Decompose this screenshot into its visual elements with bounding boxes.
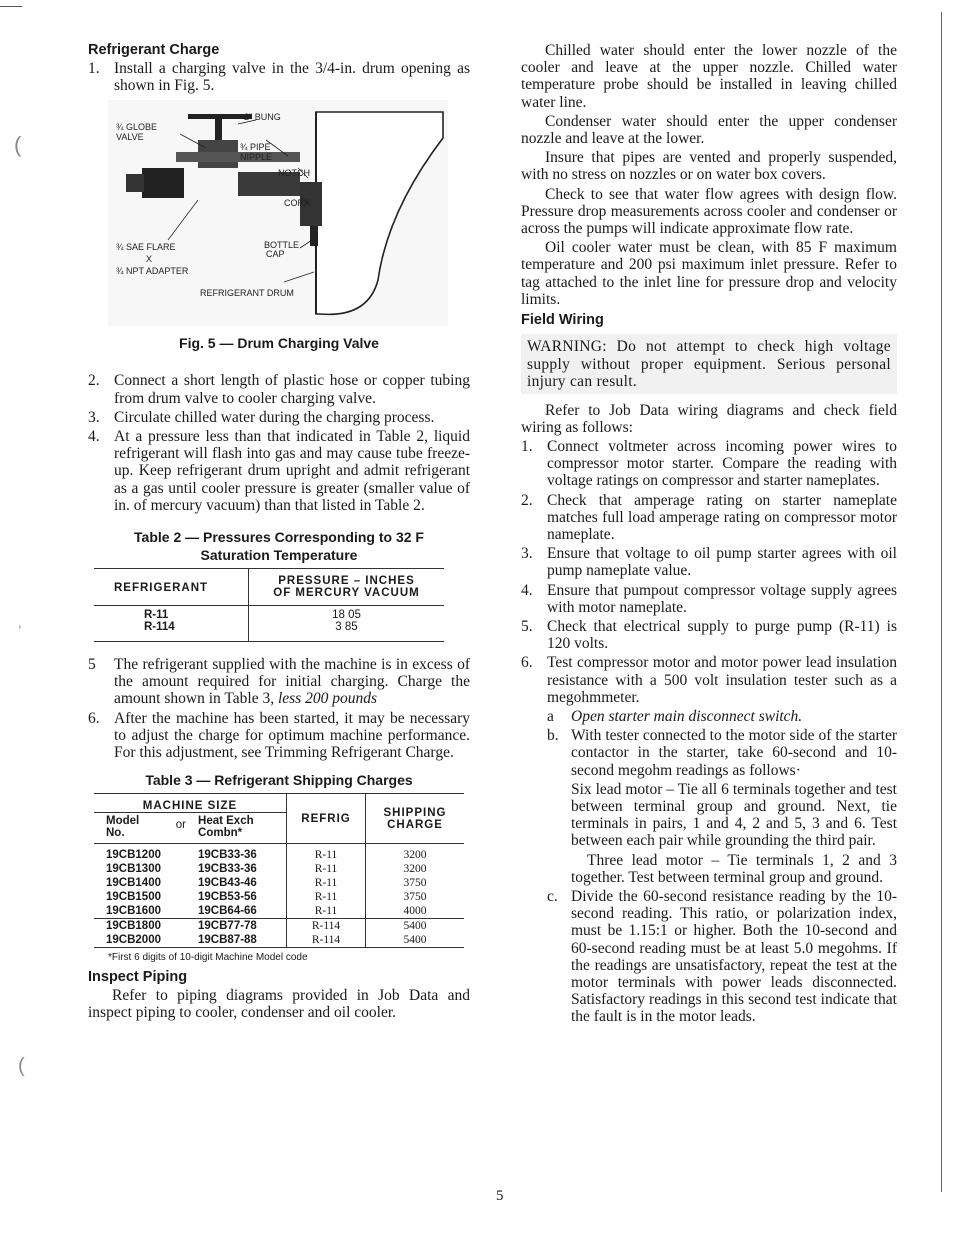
list-text: Divide the 60-second resistance reading by the 10-second reading. This ratio, or polarization index, must be 1.15:1 or higher. Both the 10-second and 60-second reading must be at least 5.0 megohms. If the readings are unsatisfactory, repeat the test at the motor terminals with power leads disconnected. Satisfactory readings in this second test indicate that the fault is in the motor leads. [571, 888, 897, 1026]
label-refrigerant-drum: REFRIGERANT DRUM [200, 288, 294, 299]
list-number: c. [547, 888, 558, 906]
label-bottle-cap: BOTTLE [264, 240, 300, 251]
table-cell: 3200 [366, 862, 465, 876]
table-cell: R-114 [144, 621, 175, 634]
list-number: 1. [88, 60, 100, 77]
list-text: At a pressure less than that indicated in Table 2, liquid refrigerant will flash into gas and may cause tube freeze-up. Keep refrigerant drum upright and admit refrigerant as a gas until cooler pressure is greater (smaller value of in. of mercury vacuum) than that listed in Table 2. [114, 428, 470, 514]
sub-list-item [547, 708, 897, 725]
table-cell: R-114 [287, 933, 366, 948]
table-cell: 19CB2000 [106, 934, 161, 947]
table-cell: 19CB77-78 [190, 919, 286, 934]
step5-emphasis: less 200 pounds [277, 690, 377, 708]
table-cell: 5400 [366, 933, 465, 948]
table3-body [94, 844, 464, 948]
table2-title-line: Saturation Temperature [200, 547, 358, 564]
list-item [521, 654, 897, 706]
list-item [88, 428, 470, 514]
table-header-cell [366, 794, 465, 844]
table-cell: R-11 [287, 904, 366, 919]
table-row [94, 844, 464, 863]
label-notch: NOTCH [278, 168, 310, 179]
header-line: Heat Exch [198, 815, 254, 828]
table-cell: R-114 [287, 919, 366, 934]
header-line: Model [106, 815, 140, 828]
table-cell: 5400 [366, 919, 465, 934]
table-row [94, 904, 464, 919]
right-column [521, 42, 897, 1028]
list-text: Check that electrical supply to purge pump (R-11) is 120 volts. [547, 617, 897, 653]
table-cell: 4000 [366, 904, 465, 919]
table-header-group: MACHINE SIZE [94, 794, 287, 813]
table2-pressures [94, 568, 444, 642]
header-line: SHIPPING [383, 806, 447, 819]
section-heading-field-wiring: Field Wiring [521, 312, 604, 329]
table-cell: 3 85 [249, 621, 445, 642]
label-bung: 2" BUNG [244, 112, 281, 123]
table-cell: 19CB1300 [106, 863, 161, 876]
table-cell: 3750 [366, 890, 465, 904]
list-text: Check that amperage rating on starter nameplate matches full load amperage rating on compressor motor nameplate. [547, 491, 897, 543]
table-header-cell: REFRIGERANT [94, 569, 249, 606]
header-line: Combn* [198, 827, 243, 840]
label-sae-flare: ¾ SAE FLARE [116, 242, 176, 253]
list-number: 5 [88, 656, 96, 674]
table3-footnote: *First 6 digits of 10-digit Machine Model code [108, 952, 308, 964]
table-row [94, 890, 464, 904]
adapter-shape [142, 168, 184, 198]
bottle-cap-shape [310, 226, 318, 246]
paragraph: Oil cooler water must be clean, with 85 F maximum temperature and 200 psi maximum inlet pressure. Refer to tag attached to the inlet line for pressure drop and velocity limits. [521, 239, 897, 308]
header-line: PRESSURE – INCHES [278, 575, 415, 588]
list-text: Circulate chilled water during the charging process. [114, 408, 435, 426]
section-heading-refrigerant-charge: Refrigerant Charge [88, 42, 220, 58]
label-globe-valve: VALVE [116, 132, 144, 143]
header-line: OF MERCURY VACUUM [273, 587, 420, 600]
table-cell: 19CB1200 [106, 849, 161, 862]
left-column [88, 42, 470, 1024]
table-cell: 19CB53-56 [198, 891, 257, 904]
table-cell: 19CB1400 [106, 877, 161, 890]
label-pipe-nipple: ¾ PIPE [240, 142, 271, 153]
paragraph: Refer to piping diagrams provided in Job Data and inspect piping to cooler, condenser and oil cooler. [88, 987, 470, 1022]
paragraph: Condenser water should enter the upper condenser nozzle and leave at the lower. [521, 112, 897, 148]
table-cell: R-11 [287, 862, 366, 876]
table-header-cell [249, 569, 445, 606]
table-cell: 19CB1600 [106, 905, 161, 918]
table-header-cell [94, 813, 190, 844]
list-text: Connect voltmeter across incoming power wires to compressor motor starter. Compare the reading with voltage ratings on compressor and starter nameplates. [547, 437, 897, 490]
table-header-row [94, 794, 464, 813]
table-cell: 19CB87-88 [198, 934, 257, 947]
table-cell: 19CB33-36 [198, 863, 257, 876]
list-text: Test compressor motor and motor power lead insulation resistance with a 500 volt insulation tester such as a megohmmeter. [547, 654, 897, 706]
valve-stem [215, 118, 222, 140]
table2-title-line: Table 2 — Pressures Corresponding to 32 F [134, 529, 424, 546]
list-number: a [547, 708, 554, 725]
list-text: Install a charging valve in the 3/4-in. drum opening as shown in Fig. 5. [114, 60, 470, 95]
list-number: 3. [521, 545, 533, 563]
list-number: 2. [521, 491, 533, 509]
scan-mark: ( [18, 1055, 25, 1077]
field-wiring-list [521, 438, 897, 1026]
list-number: 3. [88, 408, 100, 426]
section-heading-inspect-piping: Inspect Piping [88, 969, 188, 986]
list-text: After the machine has been started, it may be necessary to adjust the charge for optimum machine performance. For this adjustment, see Trimming Refrigerant Charge. [114, 709, 470, 762]
table3-title: Table 3 — Refrigerant Shipping Charges [145, 772, 413, 789]
table-header-row [94, 569, 444, 606]
label-bottle-cap: CAP [266, 249, 285, 260]
page-number: 5 [496, 1188, 504, 1204]
table-row [94, 621, 444, 642]
table-cell: 19CB43-46 [198, 877, 257, 890]
table-cell: 19CB33-36 [198, 849, 257, 862]
figure-caption: Fig. 5 — Drum Charging Valve [179, 335, 379, 352]
label-pipe-nipple: NIPPLE [240, 152, 273, 163]
list-number: 5. [521, 617, 533, 635]
table-row [94, 606, 444, 622]
list-item [521, 492, 897, 544]
sub-paragraph: Three lead motor – Tie terminals 1, 2 and 3 together. Test between terminal group and ground. [571, 851, 897, 886]
sub-paragraph: Six lead motor – Tie all 6 terminals together and test between terminal group and ground. Next, tie terminals in pairs, 1 and 4, 2 and 5, 3 and 6. Test between each pair while grounding the third pair. [571, 780, 897, 850]
sub-list-item [547, 888, 897, 1026]
list-item [521, 545, 897, 579]
list-text [114, 656, 470, 708]
list-item [88, 710, 470, 762]
table-cell: 19CB64-66 [198, 905, 257, 918]
list-text: Connect a short length of plastic hose or copper tubing from drum valve to cooler charging valve. [114, 372, 470, 407]
table-row [94, 933, 464, 948]
header-line: CHARGE [387, 818, 443, 831]
list-item [88, 372, 470, 406]
list-item [521, 618, 897, 652]
table-cell: 3200 [366, 844, 465, 863]
step5-text: The refrigerant supplied with the machine is in excess of the amount required for initial charging. Charge the amount shown in Table 3, [114, 656, 470, 708]
list-number: 6. [521, 654, 533, 672]
list-item [88, 656, 470, 708]
paragraph: Check to see that water flow agrees with design flow. Pressure drop measurements across cooler and condenser or across the pumps will indicate approximate flow rate. [521, 185, 897, 238]
table-header-cell [190, 813, 286, 844]
table-cell: 19CB1800 [94, 919, 190, 934]
label-x: X [146, 254, 153, 265]
list-number: 1. [521, 437, 533, 455]
paragraph: Refer to Job Data wiring diagrams and check field wiring as follows: [521, 401, 897, 436]
table-cell: 18 05 [249, 606, 445, 622]
table-cell: R-11 [287, 844, 366, 863]
list-number: 2. [88, 372, 100, 390]
list-item [521, 438, 897, 490]
flare-shape [126, 174, 144, 192]
warning-box: WARNING: Do not attempt to check high voltage supply without proper equipment. Serious personal injury can result. [521, 334, 897, 394]
list-text: With tester connected to the motor side of the starter contactor in the starter, take 60-second and 10-second megohm readings as follows· [571, 727, 897, 779]
header-text: No. [106, 827, 125, 840]
right-margin-rule [941, 12, 942, 1192]
list-item [88, 409, 470, 426]
sub-list-item [547, 727, 897, 779]
table-row [94, 862, 464, 876]
scan-mark: , [18, 615, 22, 630]
list-number: 4. [88, 428, 100, 446]
list-number: 6. [88, 709, 100, 727]
table-cell: 19CB1500 [106, 891, 161, 904]
pipe-nipple-shape [176, 152, 300, 162]
drum-charging-valve-figure [88, 100, 470, 330]
scan-mark: ( [14, 132, 22, 157]
table-cell: R-11 [287, 876, 366, 890]
table3-shipping-charges [94, 793, 464, 948]
paragraph: Chilled water should enter the lower nozzle of the cooler and leave at the upper nozzle. Chilled water temperature probe should be installed in leaving chilled water line. [521, 42, 897, 111]
label-globe-valve: ¾ GLOBE [116, 122, 158, 133]
table2-title [88, 528, 470, 564]
list-number: b. [547, 727, 559, 745]
list-item [521, 582, 897, 616]
table-row [94, 919, 464, 934]
steps-list [88, 372, 470, 514]
list-text: Ensure that voltage to oil pump starter agrees with oil pump nameplate value. [547, 545, 897, 580]
list-text: Ensure that pumpout compressor voltage supply agrees with motor nameplate. [547, 581, 897, 616]
table-cell: 3750 [366, 876, 465, 890]
table-header-cell: REFRIG [287, 794, 366, 844]
table-row [94, 876, 464, 890]
list-number: 4. [521, 581, 533, 599]
paragraph: Insure that pipes are vented and properly suspended, with no stress on nozzles or on water box covers. [521, 149, 897, 184]
header-or: or [175, 819, 187, 832]
list-text: Open starter main disconnect switch. [571, 708, 803, 725]
table-cell: R-11 [287, 890, 366, 904]
table-cell: R-11 [144, 609, 169, 622]
label-npt-adapter: ¾ NPT ADAPTER [116, 266, 189, 277]
list-item [88, 60, 470, 94]
label-cork: CORK [284, 198, 311, 209]
top-corner-rule [0, 6, 22, 7]
